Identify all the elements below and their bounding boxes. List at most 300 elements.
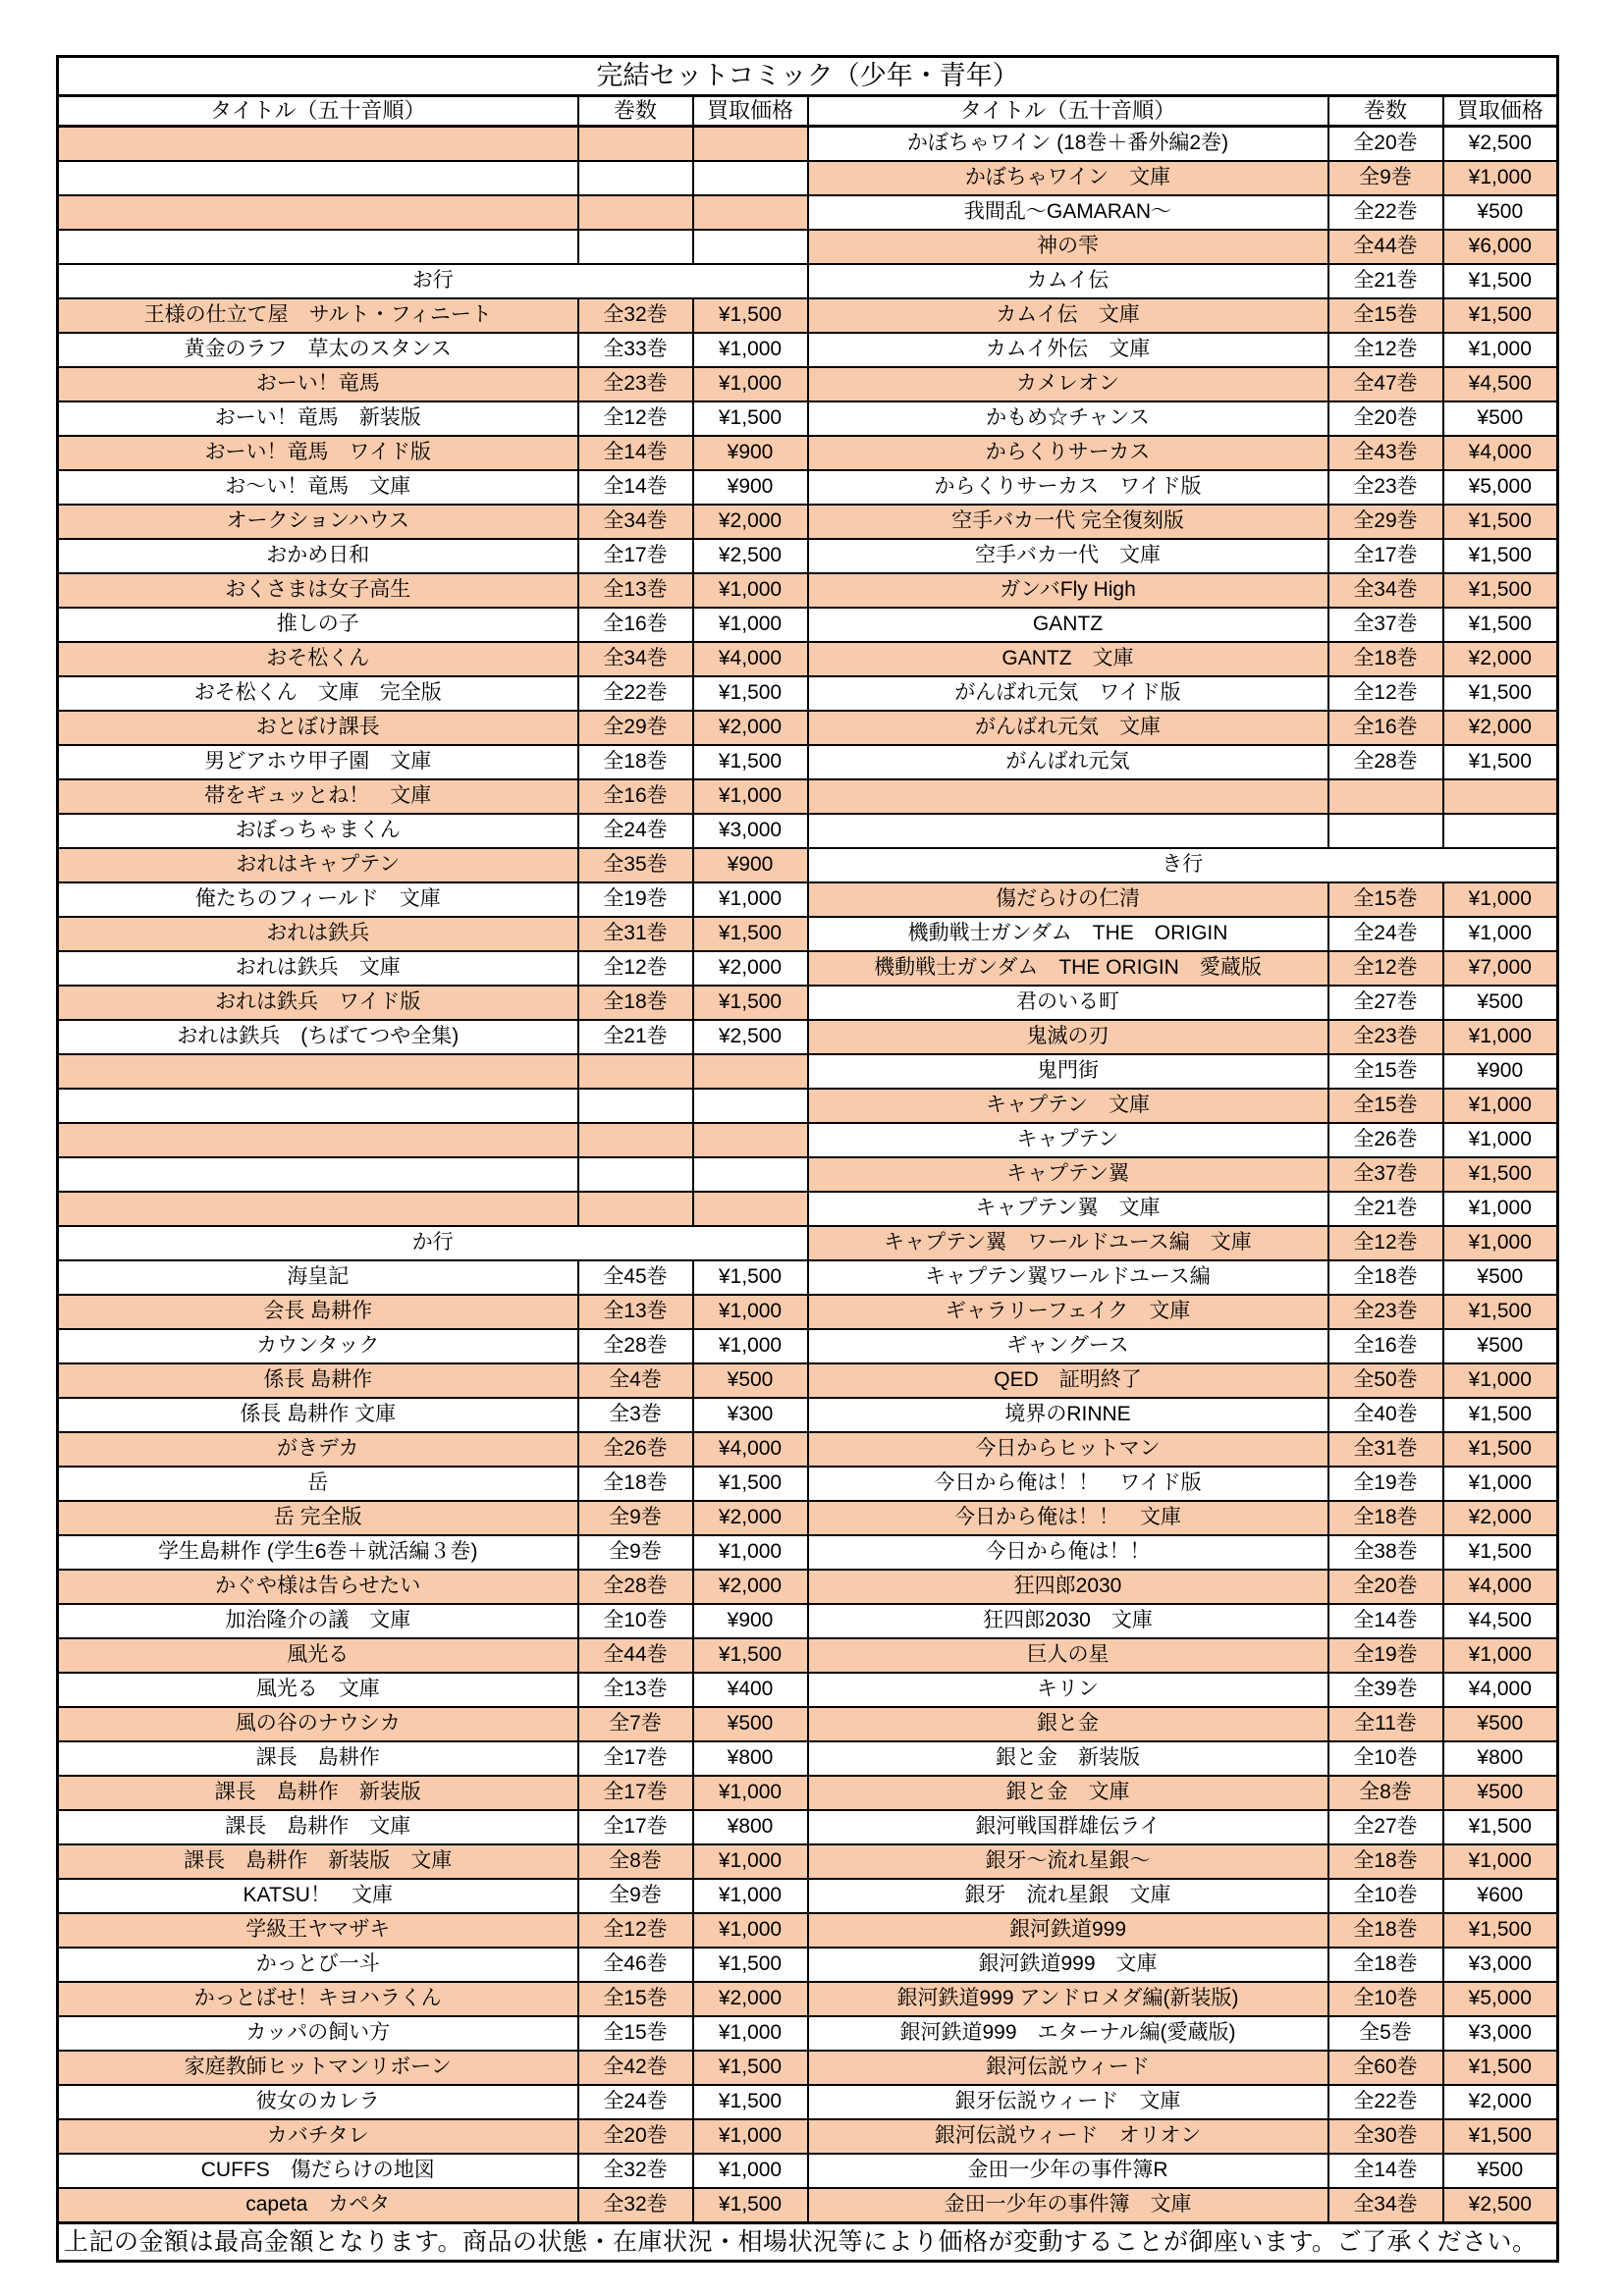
price-cell: ¥2,000 bbox=[693, 951, 808, 986]
price-cell: ¥1,000 bbox=[1443, 1638, 1558, 1673]
table-row bbox=[58, 1192, 1558, 1226]
volumes-cell: 全30巻 bbox=[1328, 2119, 1443, 2154]
table-row bbox=[58, 436, 1558, 470]
title-cell: おくさまは女子高生 bbox=[58, 573, 578, 608]
price-cell: ¥1,000 bbox=[693, 882, 808, 917]
title-cell: キリン bbox=[808, 1673, 1328, 1707]
price-cell: ¥1,000 bbox=[1443, 333, 1558, 367]
volumes-cell: 全12巻 bbox=[578, 1913, 693, 1948]
table-row bbox=[58, 367, 1558, 401]
price-cell: ¥1,500 bbox=[1443, 1295, 1558, 1329]
volumes-cell: 全23巻 bbox=[578, 367, 693, 401]
price-cell: ¥500 bbox=[693, 1363, 808, 1398]
title-cell: 銀と金 bbox=[808, 1707, 1328, 1741]
price-cell: ¥1,000 bbox=[1443, 917, 1558, 951]
volumes-cell: 全28巻 bbox=[1328, 745, 1443, 779]
volumes-cell: 全44巻 bbox=[1328, 230, 1443, 264]
price-cell: ¥4,000 bbox=[693, 1432, 808, 1467]
title-cell: がきデカ bbox=[58, 1432, 578, 1467]
blank-cell bbox=[1443, 814, 1558, 848]
price-cell: ¥1,500 bbox=[693, 745, 808, 779]
volumes-cell: 全34巻 bbox=[578, 642, 693, 676]
price-cell: ¥1,500 bbox=[1443, 1913, 1558, 1948]
volumes-cell: 全29巻 bbox=[1328, 505, 1443, 539]
table-row bbox=[58, 882, 1558, 917]
title-cell: 風光る bbox=[58, 1638, 578, 1673]
title-cell: 風光る 文庫 bbox=[58, 1673, 578, 1707]
blank-cell bbox=[58, 1192, 578, 1226]
volumes-cell: 全21巻 bbox=[1328, 264, 1443, 298]
price-cell: ¥2,000 bbox=[693, 711, 808, 745]
price-cell: ¥2,500 bbox=[1443, 2188, 1558, 2223]
price-cell: ¥1,500 bbox=[693, 298, 808, 333]
title-cell: かっとび一斗 bbox=[58, 1948, 578, 1982]
price-cell: ¥2,000 bbox=[1443, 1501, 1558, 1535]
price-cell: ¥1,000 bbox=[693, 1329, 808, 1363]
title-cell: 銀河鉄道999 bbox=[808, 1913, 1328, 1948]
volumes-cell: 全37巻 bbox=[1328, 608, 1443, 642]
blank-cell bbox=[693, 161, 808, 195]
title-cell: 銀河伝説ウィード オリオン bbox=[808, 2119, 1328, 2154]
volumes-cell: 全47巻 bbox=[1328, 367, 1443, 401]
table-row bbox=[58, 2188, 1558, 2223]
title-cell: お～い！竜馬 文庫 bbox=[58, 470, 578, 505]
volumes-cell: 全22巻 bbox=[1328, 195, 1443, 230]
title-cell: 銀牙～流れ星銀～ bbox=[808, 1844, 1328, 1879]
table-row bbox=[58, 676, 1558, 711]
volumes-cell: 全26巻 bbox=[578, 1432, 693, 1467]
price-cell: ¥1,000 bbox=[693, 2119, 808, 2154]
volumes-cell: 全8巻 bbox=[578, 1844, 693, 1879]
title-cell: 今日から俺は！！ 文庫 bbox=[808, 1501, 1328, 1535]
table-row bbox=[58, 161, 1558, 195]
title-cell: capeta カペタ bbox=[58, 2188, 578, 2223]
title-cell: かもめ☆チャンス bbox=[808, 401, 1328, 436]
volumes-cell: 全38巻 bbox=[1328, 1535, 1443, 1570]
volumes-cell: 全18巻 bbox=[1328, 642, 1443, 676]
price-cell: ¥7,000 bbox=[1443, 951, 1558, 986]
table-row bbox=[58, 1913, 1558, 1948]
volumes-cell: 全10巻 bbox=[578, 1604, 693, 1638]
price-cell: ¥1,000 bbox=[1443, 882, 1558, 917]
title-cell: キャプテン翼ワールドユース編 bbox=[808, 1260, 1328, 1295]
title-cell: 機動戦士ガンダム THE ORIGIN 愛蔵版 bbox=[808, 951, 1328, 986]
table-row bbox=[58, 1638, 1558, 1673]
price-cell: ¥2,000 bbox=[1443, 642, 1558, 676]
title-cell: カムイ外伝 文庫 bbox=[808, 333, 1328, 367]
price-cell: ¥2,500 bbox=[693, 1020, 808, 1054]
price-cell: ¥500 bbox=[1443, 1260, 1558, 1295]
title-cell: おれは鉄兵 (ちばてつや全集) bbox=[58, 1020, 578, 1054]
title-cell: おとぼけ課長 bbox=[58, 711, 578, 745]
price-cell: ¥1,000 bbox=[1443, 1226, 1558, 1260]
blank-cell bbox=[578, 1192, 693, 1226]
volumes-cell: 全15巻 bbox=[1328, 1054, 1443, 1089]
price-cell: ¥1,500 bbox=[693, 986, 808, 1020]
table-row bbox=[58, 2154, 1558, 2188]
volumes-cell: 全50巻 bbox=[1328, 1363, 1443, 1398]
title-cell: KATSU！ 文庫 bbox=[58, 1879, 578, 1913]
title-cell: 岳 bbox=[58, 1467, 578, 1501]
table-row bbox=[58, 2119, 1558, 2154]
title-cell: おれは鉄兵 bbox=[58, 917, 578, 951]
column-header-price: 買取価格 bbox=[1443, 96, 1558, 127]
title-cell: 係長 島耕作 bbox=[58, 1363, 578, 1398]
blank-cell bbox=[693, 127, 808, 162]
blank-cell bbox=[693, 1157, 808, 1192]
title-cell: 係長 島耕作 文庫 bbox=[58, 1398, 578, 1432]
volumes-cell: 全10巻 bbox=[1328, 1982, 1443, 2016]
volumes-cell: 全12巻 bbox=[578, 401, 693, 436]
price-cell: ¥5,000 bbox=[1443, 1982, 1558, 2016]
price-cell: ¥1,000 bbox=[1443, 1363, 1558, 1398]
volumes-cell: 全23巻 bbox=[1328, 470, 1443, 505]
price-cell: ¥4,000 bbox=[693, 642, 808, 676]
price-cell: ¥1,500 bbox=[1443, 1810, 1558, 1844]
volumes-cell: 全39巻 bbox=[1328, 1673, 1443, 1707]
blank-cell bbox=[578, 1054, 693, 1089]
volumes-cell: 全24巻 bbox=[1328, 917, 1443, 951]
price-cell: ¥2,000 bbox=[1443, 2085, 1558, 2119]
volumes-cell: 全9巻 bbox=[578, 1879, 693, 1913]
volumes-cell: 全19巻 bbox=[1328, 1467, 1443, 1501]
volumes-cell: 全18巻 bbox=[578, 986, 693, 1020]
title-cell: 今日から俺は！！ bbox=[808, 1535, 1328, 1570]
price-cell: ¥1,000 bbox=[1443, 1192, 1558, 1226]
volumes-cell: 全20巻 bbox=[1328, 401, 1443, 436]
volumes-cell: 全15巻 bbox=[578, 1982, 693, 2016]
title-cell: カバチタレ bbox=[58, 2119, 578, 2154]
title-cell: ギャラリーフェイク 文庫 bbox=[808, 1295, 1328, 1329]
volumes-cell: 全32巻 bbox=[578, 2154, 693, 2188]
volumes-cell: 全13巻 bbox=[578, 1673, 693, 1707]
table-row bbox=[58, 608, 1558, 642]
table-head bbox=[58, 57, 1558, 127]
volumes-cell: 全32巻 bbox=[578, 298, 693, 333]
title-cell: キャプテン翼 文庫 bbox=[808, 1192, 1328, 1226]
price-cell: ¥900 bbox=[693, 1604, 808, 1638]
title-cell: 加治隆介の議 文庫 bbox=[58, 1604, 578, 1638]
volumes-cell: 全21巻 bbox=[1328, 1192, 1443, 1226]
volumes-cell: 全35巻 bbox=[578, 848, 693, 882]
price-cell: ¥1,500 bbox=[1443, 539, 1558, 573]
title-cell: 君のいる町 bbox=[808, 986, 1328, 1020]
price-cell: ¥1,500 bbox=[1443, 505, 1558, 539]
price-cell: ¥800 bbox=[693, 1810, 808, 1844]
table-body bbox=[58, 127, 1558, 2223]
title-cell: 神の雫 bbox=[808, 230, 1328, 264]
table-row bbox=[58, 1226, 1558, 1260]
table-row bbox=[58, 1363, 1558, 1398]
blank-cell bbox=[693, 1123, 808, 1157]
price-cell: ¥1,000 bbox=[1443, 1089, 1558, 1123]
price-cell: ¥900 bbox=[693, 470, 808, 505]
title-cell: 狂四郎2030 文庫 bbox=[808, 1604, 1328, 1638]
title-cell: おかめ日和 bbox=[58, 539, 578, 573]
title-cell: 帯をギュッとね！ 文庫 bbox=[58, 779, 578, 814]
volumes-cell: 全18巻 bbox=[1328, 1260, 1443, 1295]
table-row bbox=[58, 1810, 1558, 1844]
volumes-cell: 全12巻 bbox=[1328, 676, 1443, 711]
price-cell: ¥1,500 bbox=[693, 917, 808, 951]
volumes-cell: 全14巻 bbox=[1328, 1604, 1443, 1638]
blank-cell bbox=[693, 1089, 808, 1123]
volumes-cell: 全18巻 bbox=[1328, 1844, 1443, 1879]
volumes-cell: 全19巻 bbox=[1328, 1638, 1443, 1673]
title-cell: 狂四郎2030 bbox=[808, 1570, 1328, 1604]
price-cell: ¥600 bbox=[1443, 1879, 1558, 1913]
title-cell: おそ松くん 文庫 完全版 bbox=[58, 676, 578, 711]
price-cell: ¥1,500 bbox=[693, 1260, 808, 1295]
title-cell: からくりサーカス ワイド版 bbox=[808, 470, 1328, 505]
table-row bbox=[58, 1295, 1558, 1329]
table-row bbox=[58, 1879, 1558, 1913]
blank-cell bbox=[693, 195, 808, 230]
title-cell: おーい！竜馬 ワイド版 bbox=[58, 436, 578, 470]
table-row bbox=[58, 1501, 1558, 1535]
blank-cell bbox=[578, 1123, 693, 1157]
title-cell: からくりサーカス bbox=[808, 436, 1328, 470]
price-table bbox=[56, 55, 1559, 2263]
volumes-cell: 全26巻 bbox=[1328, 1123, 1443, 1157]
volumes-cell: 全17巻 bbox=[578, 539, 693, 573]
volumes-cell: 全16巻 bbox=[578, 608, 693, 642]
title-cell: CUFFS 傷だらけの地図 bbox=[58, 2154, 578, 2188]
price-cell: ¥4,000 bbox=[1443, 1570, 1558, 1604]
price-cell: ¥800 bbox=[693, 1741, 808, 1776]
blank-cell bbox=[58, 161, 578, 195]
title-cell: ギャングース bbox=[808, 1329, 1328, 1363]
volumes-cell: 全13巻 bbox=[578, 573, 693, 608]
title-cell: 鬼門街 bbox=[808, 1054, 1328, 1089]
volumes-cell: 全20巻 bbox=[578, 2119, 693, 2154]
table-row bbox=[58, 745, 1558, 779]
volumes-cell: 全9巻 bbox=[578, 1535, 693, 1570]
volumes-cell: 全23巻 bbox=[1328, 1295, 1443, 1329]
price-cell: ¥1,500 bbox=[693, 2051, 808, 2085]
table-row bbox=[58, 2085, 1558, 2119]
price-cell: ¥3,000 bbox=[1443, 1948, 1558, 1982]
header-row bbox=[58, 96, 1558, 127]
table-foot bbox=[58, 2223, 1558, 2262]
title-cell: 鬼滅の刃 bbox=[808, 1020, 1328, 1054]
volumes-cell: 全27巻 bbox=[1328, 1810, 1443, 1844]
footer-note: 上記の金額は最高金額となります。商品の状態・在庫状況・相場状況等により価格が変動することが御座います。ご了承ください。 bbox=[58, 2223, 1558, 2262]
table-row bbox=[58, 917, 1558, 951]
volumes-cell: 全3巻 bbox=[578, 1398, 693, 1432]
table-row bbox=[58, 1844, 1558, 1879]
page-title: 完結セットコミック（少年・青年） bbox=[58, 57, 1558, 96]
volumes-cell: 全20巻 bbox=[1328, 127, 1443, 162]
title-cell: 推しの子 bbox=[58, 608, 578, 642]
price-cell: ¥1,500 bbox=[693, 401, 808, 436]
table-row bbox=[58, 298, 1558, 333]
title-cell: 機動戦士ガンダム THE ORIGIN bbox=[808, 917, 1328, 951]
title-cell: 銀と金 新装版 bbox=[808, 1741, 1328, 1776]
volumes-cell: 全16巻 bbox=[1328, 711, 1443, 745]
price-cell: ¥1,500 bbox=[1443, 1398, 1558, 1432]
volumes-cell: 全27巻 bbox=[1328, 986, 1443, 1020]
title-cell: 金田一少年の事件簿 文庫 bbox=[808, 2188, 1328, 2223]
price-cell: ¥500 bbox=[693, 1707, 808, 1741]
table-row bbox=[58, 1467, 1558, 1501]
column-header-price: 買取価格 bbox=[693, 96, 808, 127]
title-cell: かぼちゃワイン (18巻＋番外編2巻) bbox=[808, 127, 1328, 162]
table-row bbox=[58, 814, 1558, 848]
price-cell: ¥500 bbox=[1443, 1776, 1558, 1810]
blank-cell bbox=[1443, 779, 1558, 814]
price-sheet bbox=[56, 55, 1559, 2263]
price-cell: ¥2,000 bbox=[1443, 711, 1558, 745]
column-header-volumes: 巻数 bbox=[1328, 96, 1443, 127]
price-cell: ¥1,000 bbox=[693, 1879, 808, 1913]
title-cell: 課長 島耕作 文庫 bbox=[58, 1810, 578, 1844]
volumes-cell: 全5巻 bbox=[1328, 2016, 1443, 2051]
price-cell: ¥3,000 bbox=[1443, 2016, 1558, 2051]
title-cell: がんばれ元気 ワイド版 bbox=[808, 676, 1328, 711]
blank-cell bbox=[58, 1054, 578, 1089]
table-row bbox=[58, 264, 1558, 298]
title-cell: 金田一少年の事件簿R bbox=[808, 2154, 1328, 2188]
volumes-cell: 全60巻 bbox=[1328, 2051, 1443, 2085]
title-cell: 課長 島耕作 bbox=[58, 1741, 578, 1776]
volumes-cell: 全12巻 bbox=[1328, 951, 1443, 986]
volumes-cell: 全34巻 bbox=[1328, 2188, 1443, 2223]
price-cell: ¥1,000 bbox=[693, 1295, 808, 1329]
price-cell: ¥1,500 bbox=[1443, 2119, 1558, 2154]
title-cell: 銀河戦国群雄伝ライ bbox=[808, 1810, 1328, 1844]
volumes-cell: 全19巻 bbox=[578, 882, 693, 917]
title-cell: 家庭教師ヒットマンリボーン bbox=[58, 2051, 578, 2085]
table-row bbox=[58, 573, 1558, 608]
title-cell: 黄金のラフ 草太のスタンス bbox=[58, 333, 578, 367]
price-cell: ¥1,000 bbox=[1443, 1844, 1558, 1879]
price-cell: ¥4,000 bbox=[1443, 1673, 1558, 1707]
price-cell: ¥1,500 bbox=[693, 2188, 808, 2223]
volumes-cell: 全16巻 bbox=[578, 779, 693, 814]
blank-cell bbox=[58, 1157, 578, 1192]
volumes-cell: 全17巻 bbox=[1328, 539, 1443, 573]
title-cell: ガンバFly High bbox=[808, 573, 1328, 608]
blank-cell bbox=[808, 814, 1328, 848]
table-row bbox=[58, 1089, 1558, 1123]
title-cell: おれは鉄兵 文庫 bbox=[58, 951, 578, 986]
title-cell: おれは鉄兵 ワイド版 bbox=[58, 986, 578, 1020]
blank-cell bbox=[578, 1157, 693, 1192]
title-cell: がんばれ元気 文庫 bbox=[808, 711, 1328, 745]
table-row bbox=[58, 1776, 1558, 1810]
blank-cell bbox=[578, 195, 693, 230]
title-cell: がんばれ元気 bbox=[808, 745, 1328, 779]
title-row bbox=[58, 57, 1558, 96]
table-row bbox=[58, 1157, 1558, 1192]
title-cell: かぼちゃワイン 文庫 bbox=[808, 161, 1328, 195]
title-cell: 傷だらけの仁清 bbox=[808, 882, 1328, 917]
title-cell: 我間乱～GAMARAN～ bbox=[808, 195, 1328, 230]
title-cell: 空手バカ一代 完全復刻版 bbox=[808, 505, 1328, 539]
price-cell: ¥800 bbox=[1443, 1741, 1558, 1776]
table-row bbox=[58, 986, 1558, 1020]
title-cell: カムイ伝 bbox=[808, 264, 1328, 298]
table-row bbox=[58, 1982, 1558, 2016]
volumes-cell: 全28巻 bbox=[578, 1570, 693, 1604]
volumes-cell: 全14巻 bbox=[578, 436, 693, 470]
volumes-cell: 全17巻 bbox=[578, 1741, 693, 1776]
title-cell: キャプテン 文庫 bbox=[808, 1089, 1328, 1123]
price-cell: ¥1,500 bbox=[1443, 2051, 1558, 2085]
volumes-cell: 全15巻 bbox=[1328, 298, 1443, 333]
title-cell: 銀と金 文庫 bbox=[808, 1776, 1328, 1810]
title-cell: 銀牙伝説ウィード 文庫 bbox=[808, 2085, 1328, 2119]
title-cell: 会長 島耕作 bbox=[58, 1295, 578, 1329]
price-cell: ¥1,500 bbox=[693, 1467, 808, 1501]
table-row bbox=[58, 1123, 1558, 1157]
column-header-volumes: 巻数 bbox=[578, 96, 693, 127]
column-header-title: タイトル（五十音順） bbox=[808, 96, 1328, 127]
table-row bbox=[58, 1020, 1558, 1054]
price-cell: ¥4,500 bbox=[1443, 367, 1558, 401]
price-cell: ¥1,000 bbox=[693, 333, 808, 367]
table-row bbox=[58, 2016, 1558, 2051]
volumes-cell: 全22巻 bbox=[578, 676, 693, 711]
price-cell: ¥2,500 bbox=[693, 539, 808, 573]
volumes-cell: 全24巻 bbox=[578, 814, 693, 848]
volumes-cell: 全12巻 bbox=[1328, 333, 1443, 367]
volumes-cell: 全8巻 bbox=[1328, 1776, 1443, 1810]
volumes-cell: 全9巻 bbox=[1328, 161, 1443, 195]
volumes-cell: 全7巻 bbox=[578, 1707, 693, 1741]
volumes-cell: 全13巻 bbox=[578, 1295, 693, 1329]
title-cell: カメレオン bbox=[808, 367, 1328, 401]
blank-cell bbox=[693, 230, 808, 264]
volumes-cell: 全10巻 bbox=[1328, 1879, 1443, 1913]
price-cell: ¥1,000 bbox=[693, 1535, 808, 1570]
volumes-cell: 全18巻 bbox=[1328, 1501, 1443, 1535]
price-cell: ¥3,000 bbox=[693, 814, 808, 848]
volumes-cell: 全9巻 bbox=[578, 1501, 693, 1535]
volumes-cell: 全45巻 bbox=[578, 1260, 693, 1295]
volumes-cell: 全12巻 bbox=[1328, 1226, 1443, 1260]
title-cell: 今日から俺は！！ ワイド版 bbox=[808, 1467, 1328, 1501]
price-cell: ¥1,000 bbox=[693, 573, 808, 608]
title-cell: 境界のRINNE bbox=[808, 1398, 1328, 1432]
blank-cell bbox=[58, 230, 578, 264]
title-cell: カムイ伝 文庫 bbox=[808, 298, 1328, 333]
price-cell: ¥1,500 bbox=[1443, 1432, 1558, 1467]
price-cell: ¥500 bbox=[1443, 1707, 1558, 1741]
title-cell: 銀牙 流れ星銀 文庫 bbox=[808, 1879, 1328, 1913]
price-cell: ¥1,000 bbox=[693, 367, 808, 401]
title-cell: カッパの飼い方 bbox=[58, 2016, 578, 2051]
table-row bbox=[58, 195, 1558, 230]
title-cell: 岳 完全版 bbox=[58, 1501, 578, 1535]
table-row bbox=[58, 1741, 1558, 1776]
volumes-cell: 全22巻 bbox=[1328, 2085, 1443, 2119]
title-cell: かぐや様は告らせたい bbox=[58, 1570, 578, 1604]
table-row bbox=[58, 1260, 1558, 1295]
volumes-cell: 全34巻 bbox=[578, 505, 693, 539]
volumes-cell: 全23巻 bbox=[1328, 1020, 1443, 1054]
table-row bbox=[58, 642, 1558, 676]
price-cell: ¥1,500 bbox=[1443, 264, 1558, 298]
blank-cell bbox=[808, 779, 1328, 814]
title-cell: おぼっちゃまくん bbox=[58, 814, 578, 848]
price-cell: ¥1,500 bbox=[1443, 298, 1558, 333]
volumes-cell: 全15巻 bbox=[578, 2016, 693, 2051]
title-cell: 巨人の星 bbox=[808, 1638, 1328, 1673]
blank-cell bbox=[578, 1089, 693, 1123]
volumes-cell: 全15巻 bbox=[1328, 1089, 1443, 1123]
